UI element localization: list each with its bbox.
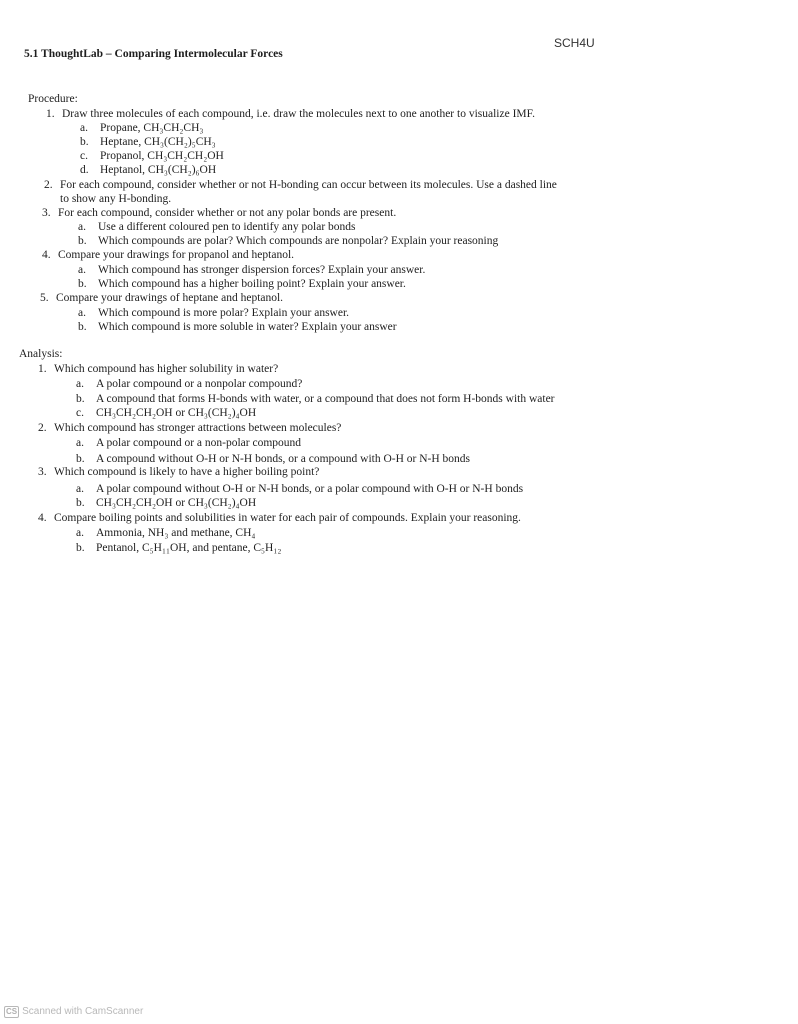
course-code: SCH4U <box>554 36 595 50</box>
analysis-q1c: c. CH₃CH₂CH₂OH or CH₃(CH₂)₄OH <box>76 407 257 419</box>
page-title: 5.1 ThoughtLab – Comparing Intermolecular Forces <box>24 48 283 60</box>
analysis-q1a: a. A polar compound or a nonpolar compound? <box>76 378 303 390</box>
analysis-q2a: a. A polar compound or a non-polar compound <box>76 437 302 449</box>
procedure-step-3: 3. For each compound, consider whether or not any polar bonds are present. <box>42 207 397 219</box>
analysis-heading: Analysis: <box>19 348 63 360</box>
procedure-step-3b: b. Which compounds are polar? Which compounds are nonpolar? Explain your reasoning <box>78 235 499 247</box>
procedure-step-1 <box>46 107 535 121</box>
procedure-step-5a: a. Which compound is more polar? Explain your answer. <box>78 307 350 319</box>
analysis-q3b: b. CH₃CH₂CH₂OH or CH₃(CH₂)₄OH <box>76 497 257 509</box>
procedure-step-5b: b. Which compound is more soluble in water? Explain your answer <box>78 321 397 333</box>
analysis-q4a: a. Ammonia, NH₃ and methane, CH₄ <box>76 527 256 539</box>
procedure-step-2-cont: to show any H-bonding. <box>60 193 172 205</box>
analysis-q1: 1. Which compound has higher solubility in water? <box>38 363 279 375</box>
procedure-step-5: 5. Compare your drawings of heptane and heptanol. <box>40 292 284 304</box>
procedure-step-3a: a. Use a different coloured pen to identify any polar bonds <box>78 221 356 233</box>
analysis-q4: 4. Compare boiling points and solubilities in water for each pair of compounds. Explain your reasoning. <box>38 512 521 524</box>
analysis-q3: 3. Which compound is likely to have a higher boiling point? <box>38 466 320 478</box>
procedure-step-1b: b. Heptane, CH₃(CH₂)₅CH₃ <box>80 136 216 148</box>
procedure-step-1d: d. Heptanol, CH₃(CH₂)₆OH <box>80 164 217 176</box>
procedure-step-4a: a. Which compound has stronger dispersion forces? Explain your answer. <box>78 264 426 276</box>
procedure-step-2: 2. For each compound, consider whether or not H-bonding can occur between its molecules. Use a dashed line <box>44 179 557 191</box>
analysis-q2: 2. Which compound has stronger attractions between molecules? <box>38 422 342 434</box>
procedure-step-4: 4. Compare your drawings for propanol and heptanol. <box>42 249 295 261</box>
analysis-q2b: b. A compound without O-H or N-H bonds, or a compound with O-H or N-H bonds <box>76 453 471 465</box>
procedure-step-1c: c. Propanol, CH₃CH₂CH₂OH <box>80 150 224 162</box>
analysis-q4b: b. Pentanol, C₅H₁₁OH, and pentane, C₅H₁₂ <box>76 542 282 554</box>
analysis-q3a: a. A polar compound without O-H or N-H bonds, or a polar compound with O-H or N-H bonds <box>76 483 524 495</box>
step-number: 1. <box>46 108 55 120</box>
procedure-step-1a: a. Propane, CH₃CH₂CH₃ <box>80 122 204 134</box>
step-text: Draw three molecules of each compound, i.e. draw the molecules next to one another to visualize IMF. <box>62 108 535 120</box>
procedure-heading: Procedure: <box>28 93 78 105</box>
watermark-text: Scanned with CamScanner <box>22 1006 144 1017</box>
procedure-step-4b: b. Which compound has a higher boiling point? Explain your answer. <box>78 278 406 290</box>
camscanner-watermark <box>4 1005 143 1019</box>
analysis-q1b: b. A compound that forms H-bonds with water, or a compound that does not form H-bonds with water <box>76 393 555 405</box>
camscanner-logo-icon: CS <box>6 1007 18 1016</box>
